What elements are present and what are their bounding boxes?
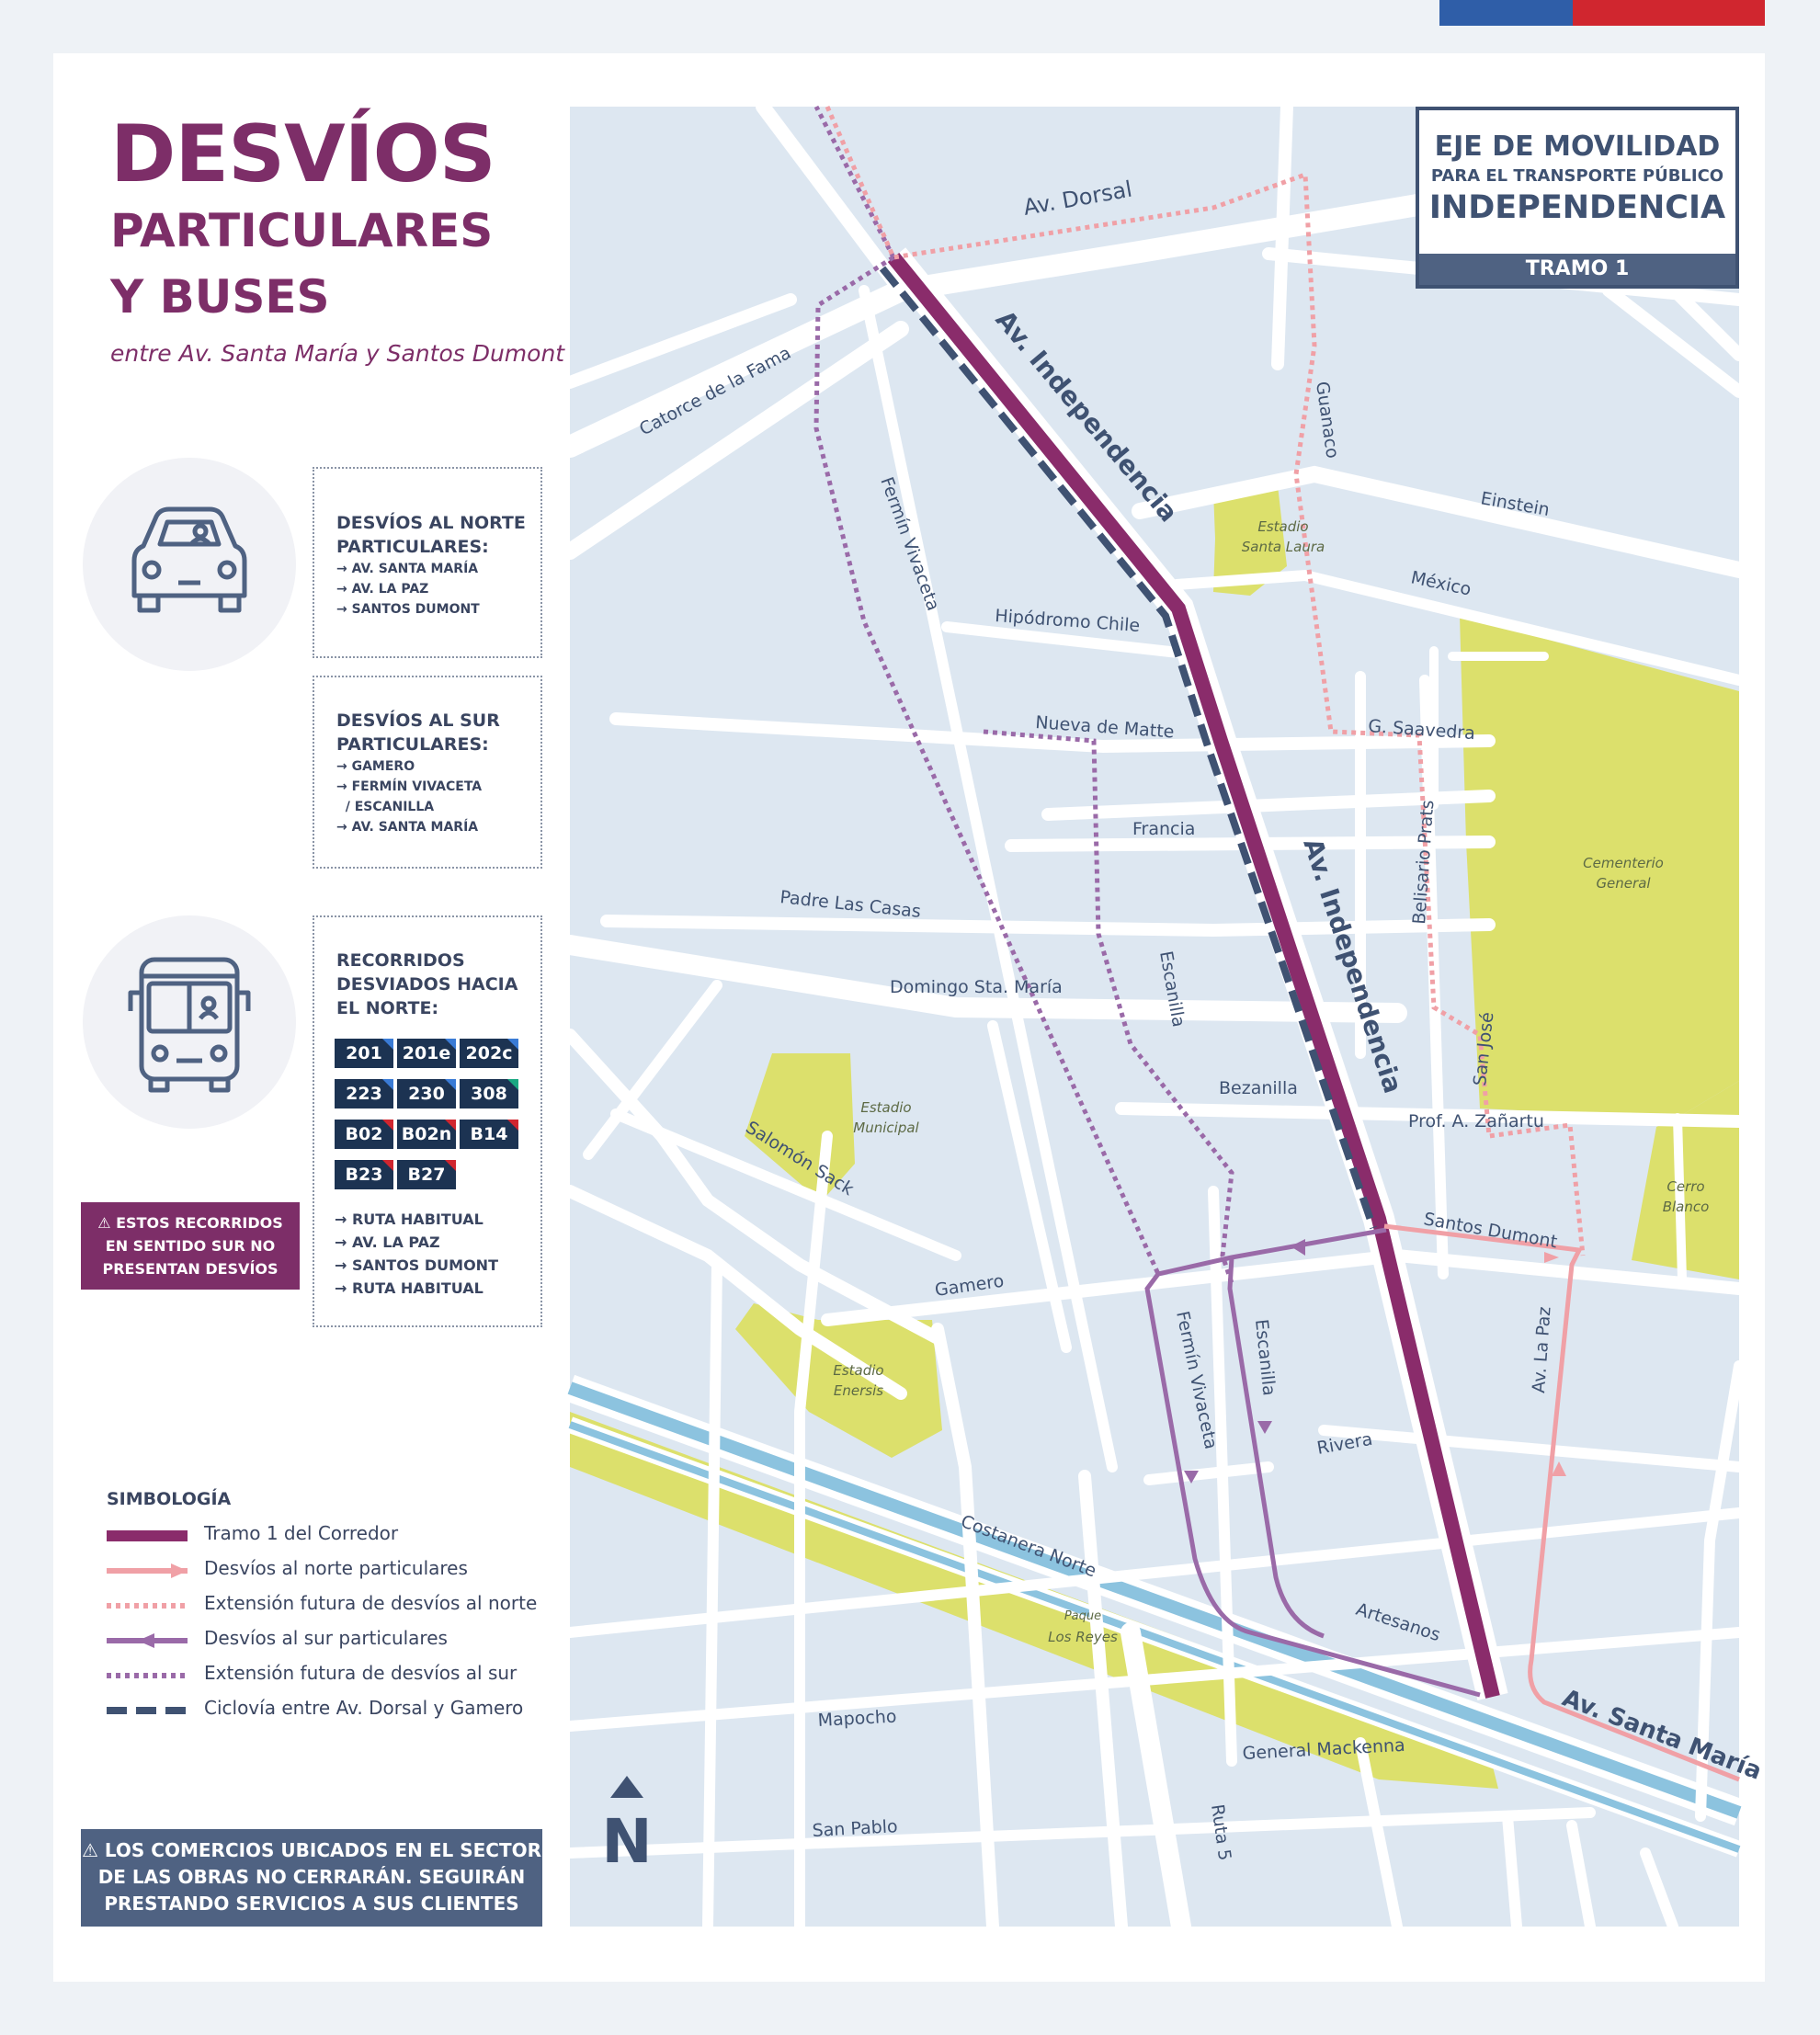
legend-swatch-south bbox=[107, 1627, 191, 1654]
bus-step: → RUTA HABITUAL bbox=[335, 1211, 483, 1228]
legend-swatch-corridor bbox=[107, 1522, 191, 1550]
label-municipal: Municipal bbox=[853, 1120, 919, 1136]
north-detours-box bbox=[313, 467, 542, 658]
label-dorsal: Av. Dorsal bbox=[1021, 176, 1134, 221]
label-cementerio: Cementerio bbox=[1583, 855, 1664, 871]
title-y-buses: Y BUSES bbox=[110, 270, 330, 324]
car-circle bbox=[83, 458, 296, 671]
label-francia: Francia bbox=[1132, 819, 1196, 839]
flag-stripe-red bbox=[1573, 0, 1765, 26]
notice-line: ⚠ LOS COMERCIOS UBICADOS EN EL SECTOR bbox=[82, 1839, 541, 1861]
label-zanartu: Prof. A. Zañartu bbox=[1408, 1111, 1544, 1131]
route-badge: 202c bbox=[460, 1039, 518, 1068]
route-badge: 201e bbox=[397, 1039, 456, 1068]
label-mexico: México bbox=[1408, 567, 1473, 600]
bus-heading-3: EL NORTE: bbox=[336, 998, 439, 1018]
label-santa-laura: Santa Laura bbox=[1241, 539, 1325, 555]
label-catorce: Catorce de la Fama bbox=[636, 342, 795, 440]
map-area[interactable] bbox=[570, 107, 1766, 1927]
north-item: → SANTOS DUMONT bbox=[336, 602, 480, 617]
label-padre: Padre Las Casas bbox=[779, 887, 922, 923]
label-rivera: Rivera bbox=[1315, 1428, 1374, 1459]
label-salomon: Salomón Sack bbox=[742, 1117, 858, 1200]
legend-label: Extensión futura de desvíos al norte bbox=[204, 1592, 538, 1614]
label-cerro: Cerro bbox=[1666, 1178, 1705, 1195]
label-bezanilla: Bezanilla bbox=[1219, 1078, 1298, 1098]
title-particulares: PARTICULARES bbox=[110, 204, 494, 257]
label-gamero: Gamero bbox=[933, 1270, 1006, 1301]
south-item: / ESCANILLA bbox=[336, 800, 435, 814]
legend-swatch-bike bbox=[107, 1697, 191, 1724]
label-hipodromo: Hipódromo Chile bbox=[994, 606, 1141, 637]
bus-circle bbox=[83, 915, 296, 1129]
label-saavedra: G. Saavedra bbox=[1367, 716, 1476, 745]
south-item: → GAMERO bbox=[336, 759, 415, 774]
bus-heading-2: DESVIADOS HACIA bbox=[336, 974, 518, 995]
north-item: → AV. LA PAZ bbox=[336, 582, 429, 597]
warning-line: ⚠ ESTOS RECORRIDOS bbox=[97, 1214, 283, 1232]
badge-line-2: PARA EL TRANSPORTE PÚBLICO bbox=[1430, 166, 1724, 186]
badge-tramo: TRAMO 1 bbox=[1419, 254, 1735, 285]
label-santa-maria: Av. Santa María bbox=[1558, 1684, 1766, 1786]
bus-route-steps bbox=[335, 1208, 498, 1300]
label-san-jose: San José bbox=[1470, 1011, 1498, 1087]
legend-label: Tramo 1 del Corredor bbox=[204, 1522, 399, 1544]
label-independencia-mid: Av. Independencia bbox=[1297, 834, 1409, 1097]
notice-line: PRESTANDO SERVICIOS A SUS CLIENTES bbox=[104, 1893, 519, 1915]
legend-title: SIMBOLOGÍA bbox=[107, 1489, 232, 1509]
route-badge: B02 bbox=[335, 1120, 393, 1149]
car-icon bbox=[83, 458, 296, 671]
notice-line: DE LAS OBRAS NO CERRARÁN. SEGUIRÁN bbox=[97, 1866, 526, 1888]
label-belisario: Belisario Prats bbox=[1409, 799, 1439, 926]
label-escanilla-top: Escanilla bbox=[1155, 949, 1189, 1029]
south-detours-box bbox=[313, 676, 542, 869]
legend-label: Desvíos al sur particulares bbox=[204, 1627, 448, 1649]
label-cementerio: General bbox=[1596, 875, 1651, 892]
legend-label: Ciclovía entre Av. Dorsal y Gamero bbox=[204, 1697, 524, 1719]
bus-step: → RUTA HABITUAL bbox=[335, 1279, 483, 1297]
south-item: → FERMÍN VIVACETA bbox=[336, 779, 483, 794]
label-domingo: Domingo Sta. María bbox=[890, 977, 1063, 997]
bus-heading-1: RECORRIDOS bbox=[336, 950, 465, 971]
subtitle: entre Av. Santa María y Santos Dumont bbox=[110, 340, 565, 367]
title-desvios: DESVÍOS bbox=[110, 108, 495, 200]
compass-letter: N bbox=[601, 1806, 653, 1877]
label-cerro: Blanco bbox=[1662, 1199, 1710, 1215]
route-badge: 223 bbox=[335, 1079, 393, 1108]
route-badge: B23 bbox=[335, 1160, 393, 1189]
corridor-badge bbox=[1416, 107, 1739, 289]
north-arrow-icon bbox=[601, 1776, 652, 1877]
bus-icon bbox=[83, 915, 296, 1129]
shops-notice bbox=[81, 1829, 542, 1927]
label-einstein: Einstein bbox=[1479, 488, 1552, 521]
label-nueva-matte: Nueva de Matte bbox=[1034, 712, 1176, 743]
label-los-reyes: Paque bbox=[1064, 1609, 1102, 1623]
route-badge: 308 bbox=[460, 1079, 518, 1108]
route-badge: B02n bbox=[397, 1120, 456, 1149]
route-badge: 201 bbox=[335, 1039, 393, 1068]
route-badge: 230 bbox=[397, 1079, 456, 1108]
label-fermin-bottom: Fermín Vivaceta bbox=[1172, 1309, 1222, 1451]
south-heading-2: PARTICULARES: bbox=[336, 734, 489, 755]
label-artesanos: Artesanos bbox=[1353, 1598, 1443, 1646]
badge-line-3: INDEPENDENCIA bbox=[1428, 189, 1726, 226]
legend-swatch-south-future bbox=[107, 1662, 191, 1689]
route-badge: B14 bbox=[460, 1120, 518, 1149]
bus-step: → SANTOS DUMONT bbox=[335, 1256, 498, 1274]
label-costanera: Costanera Norte bbox=[958, 1511, 1099, 1582]
southbound-warning bbox=[81, 1202, 300, 1290]
label-santos-dumont: Santos Dumont bbox=[1422, 1209, 1559, 1253]
north-heading-2: PARTICULARES: bbox=[336, 537, 489, 557]
south-item: → AV. SANTA MARÍA bbox=[336, 820, 479, 835]
label-enersis: Estadio bbox=[833, 1362, 884, 1379]
label-ruta5: Ruta 5 bbox=[1207, 1802, 1235, 1862]
label-fermin-top: Fermín Vivaceta bbox=[876, 474, 944, 614]
label-san-pablo: San Pablo bbox=[812, 1816, 899, 1841]
badge-line-1: EJE DE MOVILIDAD bbox=[1434, 131, 1721, 163]
route-badge: B27 bbox=[397, 1160, 456, 1189]
label-independencia-top: Av. Independencia bbox=[989, 304, 1184, 529]
label-municipal: Estadio bbox=[860, 1099, 912, 1116]
bus-step: → AV. LA PAZ bbox=[335, 1234, 440, 1251]
flag-stripe-blue bbox=[1439, 0, 1573, 26]
north-heading-1: DESVÍOS AL NORTE bbox=[336, 513, 526, 533]
label-enersis: Enersis bbox=[833, 1382, 884, 1399]
label-mackenna: General Mackenna bbox=[1242, 1734, 1406, 1764]
legend-label: Desvíos al norte particulares bbox=[204, 1557, 468, 1579]
label-mapocho: Mapocho bbox=[817, 1706, 897, 1731]
warning-line: PRESENTAN DESVÍOS bbox=[102, 1260, 279, 1278]
south-heading-1: DESVÍOS AL SUR bbox=[336, 711, 500, 731]
label-santa-laura: Estadio bbox=[1257, 518, 1309, 535]
warning-line: EN SENTIDO SUR NO bbox=[105, 1237, 276, 1255]
label-la-paz: Av. La Paz bbox=[1529, 1305, 1555, 1394]
legend-swatch-north-future bbox=[107, 1592, 191, 1620]
street-map[interactable] bbox=[570, 107, 1766, 1927]
north-item: → AV. SANTA MARÍA bbox=[336, 562, 479, 576]
label-guanaco: Guanaco bbox=[1312, 380, 1343, 460]
label-escanilla-bottom: Escanilla bbox=[1251, 1318, 1280, 1397]
label-los-reyes: Los Reyes bbox=[1048, 1629, 1118, 1645]
legend-label: Extensión futura de desvíos al sur bbox=[204, 1662, 518, 1684]
legend-swatch-north bbox=[107, 1557, 191, 1585]
